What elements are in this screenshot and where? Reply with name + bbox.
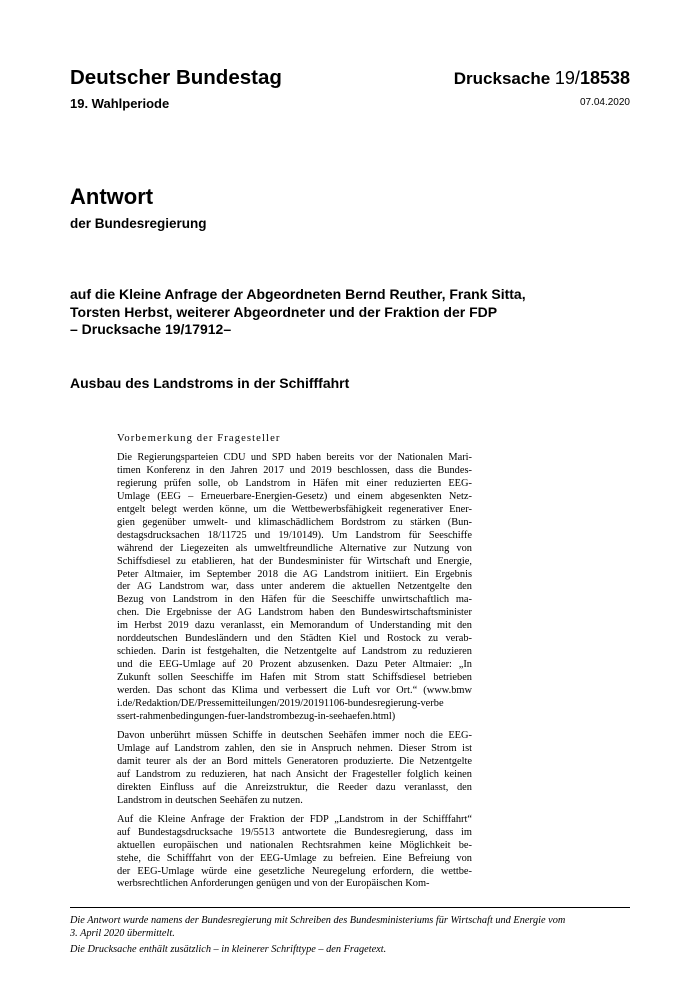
paragraph-line: werbsrechtlichen Anforderungen genügen und von der Europäischen Kom- xyxy=(117,878,430,890)
paragraph-line: Umlage (EEG – Erneuerbare-Energien-Gesetz) und einem abgesenkten Netz- xyxy=(117,490,472,502)
paragraph-line: timen Konferenz in den Jahren 2017 und 2019 beschlossen, dass die Bundes- xyxy=(117,464,472,476)
inquiry-reference xyxy=(70,286,640,339)
paragraph-line: Bezug von Landstrom in den Häfen für die Seeschiffe unwirtschaftlich ma- xyxy=(117,594,472,606)
organization-name: Deutscher Bundestag xyxy=(70,66,282,89)
paragraph-line: im Herbst 2019 dazu veranlasst, ein Memorandum of Understanding mit den xyxy=(117,620,472,632)
paragraph-line: aktuellen europäischen und nationalen Rechtsrahmen keine Möglichkeit be- xyxy=(117,839,472,851)
paragraph-line: norddeutschen Bundesländern und den Städten Kiel und Rostock zu verab- xyxy=(117,633,472,645)
section-heading: Vorbemerkung der Fragesteller xyxy=(117,433,281,444)
paragraph-line: auf Bundestagsdrucksache 19/5513 antwortete die Bundesregierung, dass im xyxy=(117,826,472,838)
paragraph-line: der EEG-Umlage würde eine gesetzliche Neuregelung erfordern, die wettbe- xyxy=(117,865,472,877)
paragraph-line: Auf die Kleine Anfrage der Fraktion der FDP „Landstrom in der Schifffahrt“ xyxy=(117,813,472,825)
inquiry-line: Torsten Herbst, weiterer Abgeordneter und der Fraktion der FDP xyxy=(70,303,498,320)
paragraph-line: regierung prüfen solle, ob Landstrom in Häfen mit einer reduzierten EEG- xyxy=(117,477,472,489)
document-author: der Bundesregierung xyxy=(70,216,207,231)
drucksache-label: Drucksache xyxy=(453,69,551,88)
inquiry-line: auf die Kleine Anfrage der Abgeordneten Bernd Reuther, Frank Sitta, xyxy=(70,286,526,302)
body-paragraph xyxy=(117,814,472,892)
paragraph-line: chen. Die Ergebnisse der AG Landstrom haben den Bundeswirtschaftsminister xyxy=(117,607,472,619)
preliminary-remarks xyxy=(117,433,472,897)
paragraph-line: Landstrom in deutschen Seehäfen zu nutzen. xyxy=(117,794,303,806)
footnote-line: Die Drucksache enthält zusätzlich – in kleinerer Schrifttype – den Fragetext. xyxy=(70,944,387,955)
body-paragraph xyxy=(117,730,472,808)
drucksache-number xyxy=(454,68,630,89)
paragraph-line: Umlage auf Landstrom zahlen, den sie in Anspruch nehmen. Dieser Strom ist xyxy=(117,742,472,754)
legislative-period: 19. Wahlperiode xyxy=(70,96,170,111)
paragraph-line: i.de/Redaktion/DE/Pressemitteilungen/2019/20191106-bundesregierung-verbe xyxy=(117,698,444,710)
body-paragraph xyxy=(117,452,472,724)
footnote-line: Die Antwort wurde namens der Bundesregierung mit Schreiben des Bundesministeriums für Wirtschaft und Energie vom xyxy=(70,915,566,926)
paragraph-line: und die EEG-Umlage auf 20 Prozent abzusenken. Dazu Peter Altmaier: „In xyxy=(117,659,472,671)
footnote-line: 3. April 2020 übermittelt. xyxy=(70,927,175,939)
paragraph-line: destagsdrucksachen 18/11725 und 19/10149). Um Landstrom für Seeschiffe xyxy=(117,529,472,541)
paragraph-line: schieden. Darin ist festgehalten, die Netzentgelte auf Landstrom zu reduzieren xyxy=(117,646,472,658)
paragraph-line: entgelt belegt werden könne, um die Wettbewerbsfähigkeit regenerativer Ener- xyxy=(117,503,472,515)
footnote xyxy=(70,915,632,957)
paragraph-container xyxy=(117,452,472,891)
paragraph-line: Zukunft sollen Seeschiffe im Hafen mit Strom statt Schiffsdiesel betrieben xyxy=(117,672,472,684)
document-subject: Ausbau des Landstroms in der Schifffahrt xyxy=(70,375,350,391)
paragraph-line: stehe, die Schifffahrt von der EEG-Umlage zu befreien. Eine Befreiung von xyxy=(117,852,472,864)
drucksache-id: 18538 xyxy=(579,68,630,88)
paragraph-line: Peter Altmaier, im September 2018 die AG Landstrom initiiert. Ein Ergebnis xyxy=(117,568,472,580)
paragraph-line: Schiffsdiesel zu etablieren, hat der Bundesminister für Wirtschaft und Energie, xyxy=(117,555,472,567)
inquiry-line: – Drucksache 19/17912– xyxy=(70,321,232,337)
paragraph-line: damit teurer als der an Bord mittels Generatoren produzierte. Die Netzentgelte xyxy=(117,755,472,767)
paragraph-line: direkten Einfluss auf die Anreizstruktur, die Reeder dazu veranlasst, den xyxy=(117,781,472,793)
paragraph-line: während der Liegezeiten als umweltfreundliche Alternative zur Nutzung von xyxy=(117,542,472,554)
footer-divider xyxy=(70,907,630,908)
document-date: 07.04.2020 xyxy=(579,97,630,108)
paragraph-line: Die Regierungsparteien CDU und SPD haben bereits vor der Nationalen Mari- xyxy=(117,451,472,463)
paragraph-line: Davon unberührt müssen Schiffe in deutschen Seehäfen immer noch die EEG- xyxy=(117,729,472,741)
paragraph-line: auf Landstrom zu reduzieren, hat nach Ansicht der Fragesteller folglich keinen xyxy=(117,768,472,780)
drucksache-prefix: 19/ xyxy=(554,68,580,88)
paragraph-line: gien gegenüber umwelt- und klimaschädlichem Bordstrom zu stärken (Bun- xyxy=(117,516,472,528)
document-type: Antwort xyxy=(70,184,154,209)
paragraph-line: ssert-rahmenbedingungen-fuer-landstrombezug-in-seehaefen.html) xyxy=(117,711,396,723)
paragraph-line: der AG Landstrom war, dass unter anderem die aktuellen Netzentgelte den xyxy=(117,581,472,593)
paragraph-line: werden. Das schont das Klima und verbessert die Luft vor Ort.“ (www.bmw xyxy=(117,685,472,697)
